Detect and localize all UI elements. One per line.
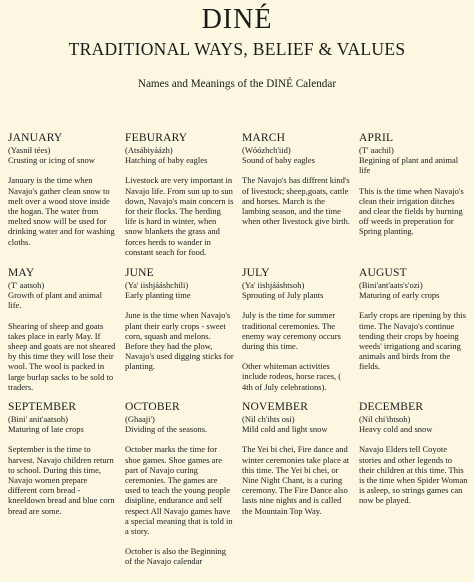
month-native-name: (Ya' iishjááshchili) [125,280,189,290]
month-january [8,132,117,267]
month-name: JULY [242,267,270,279]
month-meaning: Heavy cold and snow [359,424,433,435]
month-name: JUNE [125,267,154,279]
month-description: The Yei bi chei, Fire dance and winter ceremonies take place at this time. The Yei bi chei, or Nine Night Chant, is a curing ceremony. The Fire Dance also lasts nine nights and is called the Mountain Top Way. [242,444,350,516]
calendar-caption: Names and Meanings of the DINÉ Calendar [137,78,337,90]
month-name: OCTOBER [125,401,180,413]
month-meaning: Growth of plant and animal life. [8,290,102,311]
month-description: Livestock are very important in Navajo life. From sun up to sun down, Navajo's main concern is for their flocks. The herding life is hard in winter, when snow blankets the grass and forces herds to wander in constant seach for food. [125,175,234,257]
month-description: July is the time for summer traditional ceremonies. The enemy way ceremony occurs during this time. [242,310,341,352]
month-meaning: Mild cold and light snow [242,424,328,435]
month-native-name: (T' aatsoh) [8,280,45,290]
month-name: AUGUST [359,267,407,279]
month-august [359,267,468,401]
month-description: January is the time when Navajo's gather clean snow to melt over a wood stove inside the hogan. The water from melted snow will be used for drinking water and for washing cloths. [8,175,115,247]
month-november [242,401,351,571]
month-june [125,267,234,401]
month-description: October marks the time for shoe games. Shoe games are part of Navajo curing ceremonies. The games are used to teach the young people disipline, endurance and self respect All Navajo games have a special meaning that is told in a story. [125,444,233,537]
month-name: NOVEMBER [242,401,309,413]
month-name: DECEMBER [359,401,424,413]
month-may [8,267,117,401]
month-july [242,267,351,401]
month-april [359,132,468,267]
month-description: June is the time when Navajo's plant their early crops - sweet corn, squash and melons. Before they had the plow, Navajo's used digging sticks for planting. [125,310,234,372]
calendar-page [0,5,474,582]
month-native-name: (Yasnił tées) [8,145,51,155]
month-description: September is the time to harvest. Navajo children return to school. During this time, Navajo women prepare different corn bread - kneeldown bread and blue corn bread are some. [8,444,115,516]
month-native-name: (T' aachil) [359,145,394,155]
month-native-name: (Nil chi'ihtsoh) [359,414,411,424]
page-subtitle: TRADITIONAL WAYS, BELIEF & VALUES [68,39,406,59]
month-meaning: Crusting or icing of snow [8,155,95,166]
month-grid [8,132,468,571]
month-description: Early crops are ripening by this time. The Navajo's continue tending their crops by hoeing weeds' irrigationg and scaring animals and birds from the fields. [359,310,466,372]
month-meaning: Sprouting of July plants [242,290,324,301]
month-feburary [125,132,234,267]
month-meaning: Maturing of late crops [8,424,84,435]
month-meaning: Sound of baby eagles [242,155,315,166]
month-name: FEBURARY [125,132,188,144]
page-title: DINÉ [201,4,273,35]
month-native-name: (Bini' anit'aatsoh) [8,414,68,424]
month-meaning: Begining of plant and animal life [359,155,459,176]
month-march [242,132,351,267]
month-native-name: (Ghaaji') [125,414,155,424]
month-name: MARCH [242,132,286,144]
month-description: Navajo Elders tell Coyote stories and other legends to their children at this time. This is the time when Spider Woman is asleep, so strings games can now be played. [359,444,468,506]
month-extra-note: Other whiteman activities include rodeos, horse races, ( 4th of July celebrations). [242,361,342,392]
month-description: Shearing of sheep and goats takes place in early May. If sheep and goats are not sheared by this time they will lose their wool. The wool is packed in large burlap sacks to be sold to traders. [8,320,116,392]
month-name: SEPTEMBER [8,401,77,413]
month-description: The Navajo's has diffrent kind's of livestock; sheep,goats, cattle and horses. March is the lambing season, and the time when other livestock give birth. [242,175,350,227]
month-december [359,401,468,571]
month-native-name: (Atsábiyáázh) [125,145,173,155]
month-description: This is the time when Navajo's clean their irrigation ditches and clear the fields by burning off weeds in preperation for Spring planting. [359,185,464,237]
month-meaning: Early planting time [125,290,191,301]
month-name: APRIL [359,132,394,144]
month-meaning: Maturing of early crops [359,290,440,301]
month-native-name: (Wóózhch'iid) [242,145,291,155]
month-meaning: Hatching of baby eagles [125,155,208,166]
month-extra-note: October is also the Beginning of the Navajo calendar [125,546,227,567]
month-native-name: (Ya' iishjááshtsoh) [242,280,305,290]
month-october [125,401,234,571]
month-september [8,401,117,571]
month-native-name: (Bini'ant'aats's'ozi) [359,280,423,290]
month-name: MAY [8,267,35,279]
month-meaning: Dividing of the seasons. [125,424,208,435]
month-name: JANUARY [8,132,63,144]
month-native-name: (Nil ch'ihts osi) [242,414,295,424]
